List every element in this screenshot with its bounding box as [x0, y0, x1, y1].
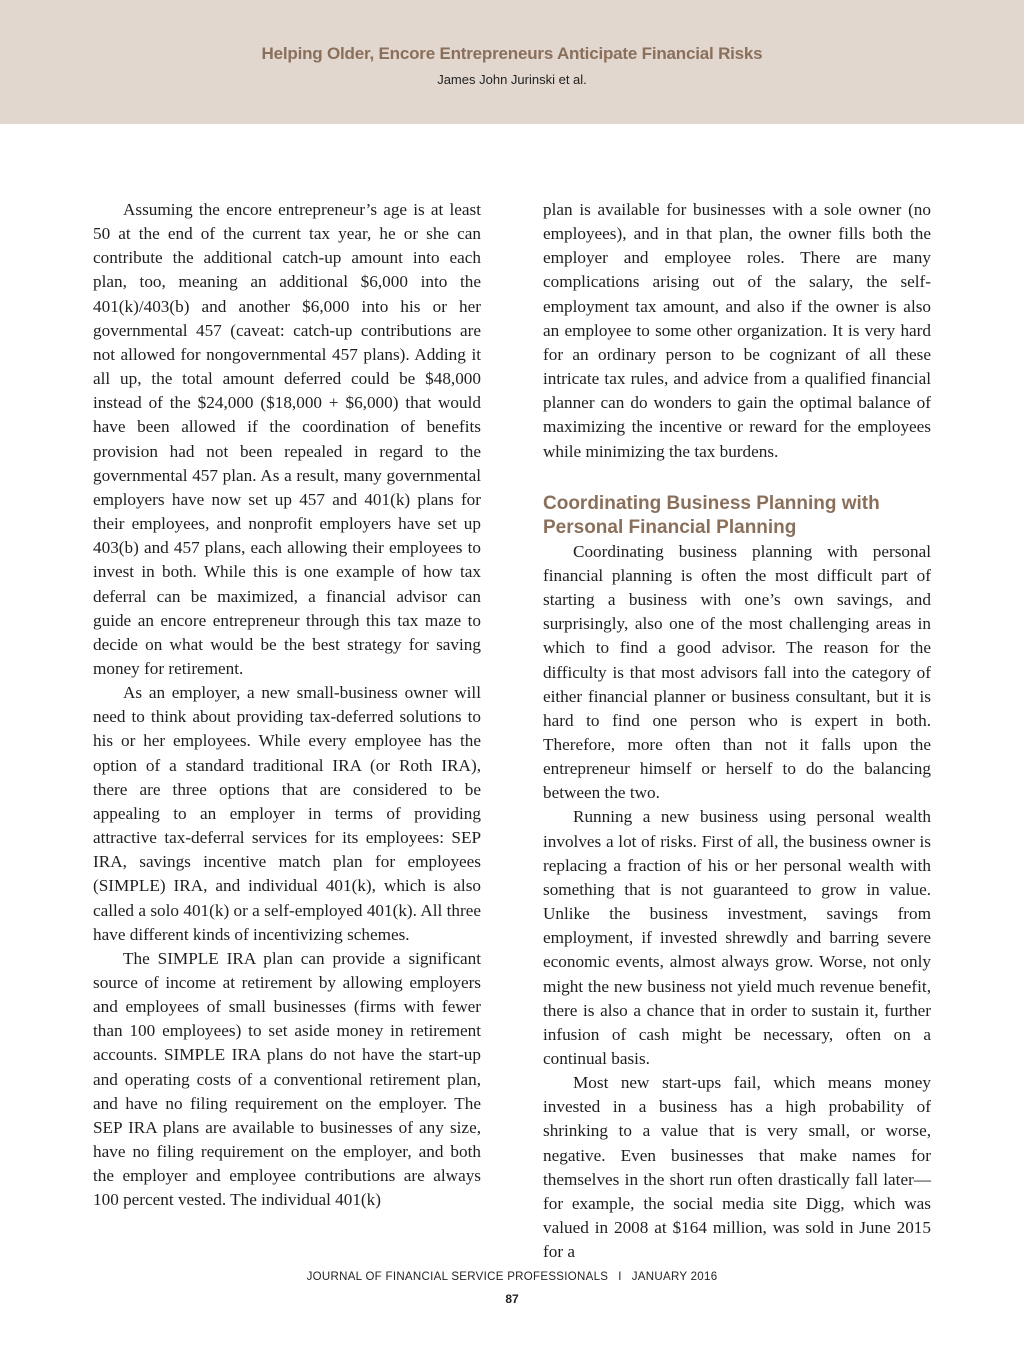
page-footer: [0, 1271, 1024, 1283]
footer-issue-date: JANUARY 2016: [631, 1271, 718, 1283]
body-paragraph: As an employer, a new small-business owner will need to think about providing tax-deferred solutions to his or her employees. While every employee has the option of a standard traditional IRA (or Roth IRA), there are three options that are considered to be appealing to an employer in terms of providing attractive tax-deferral services for its employees: SEP IRA, savings incentive match plan for employees (SIMPLE) IRA, and individual 401(k), which is also called a solo 401(k) or a self-employed 401(k). All three have different kinds of incentivizing schemes.: [93, 683, 481, 944]
body-paragraph: Coordinating business planning with personal financial planning is often the most difficult part of starting a business with one’s own savings, and surprisingly, also one of the most challenging areas in which to find a good advisor. The reason for the difficulty is that most advisors fall into the category of either financial planner or business consultant, but it is hard to find one person who is expert in both. Therefore, more often than not it falls upon the entrepreneur himself or herself to do the balancing between the two.: [543, 541, 931, 803]
continued-paragraph: plan is available for businesses with a sole owner (no employees), and in that plan, the owner fills both the employer and employee roles. There are many complications arising out of the salary, the self-employment tax amount, and also if the owner is also an employee to some other organization. It is very hard for an ordinary person to be cognizant of all these intricate tax rules, and advice from a qualified financial planner can do wonders to gain the optimal balance of maximizing the incentive or reward for the employees while minimizing the tax burdens.: [543, 200, 931, 461]
page-number: 87: [505, 1292, 519, 1306]
left-column: [93, 198, 481, 1213]
body-paragraph: The SIMPLE IRA plan can provide a significant source of income at retirement by allowing employers and employees of small businesses (firms with fewer than 100 employees) to set aside money in retirement accounts. SIMPLE IRA plans do not have the start-up and operating costs of a conventional retirement plan, and have no filing requirement on the employer. The SEP IRA plans are available to businesses of any size, have no filing requirement on the employer, and both the employer and employee contributions are always 100 percent vested. The individual 401(k): [93, 948, 481, 1210]
footer-separator: I: [618, 1271, 622, 1283]
running-header-band: [0, 0, 1024, 124]
body-paragraph: Most new start-ups fail, which means money invested in a business has a high probability of shrinking to a value that is very small, or worse, negative. Even businesses that make names for themselves in the short run often drastically fall later—for example, the social media site Digg, which was valued in 2008 at $164 million, was sold in June 2015 for a: [543, 1073, 931, 1262]
body-paragraph: Running a new business using personal wealth involves a lot of risks. First of all, the business owner is replacing a fraction of his or her personal wealth with something that is not guaranteed to grow in value. Unlike the business investment, savings from employment, if invested shrewdly and barring severe economic events, almost always grow. Worse, not only might the new business not yield much revenue benefit, there is also a chance that in order to sustain it, further infusion of cash might be necessary, often on a continual basis.: [543, 807, 931, 1068]
footer-journal-name: JOURNAL OF FINANCIAL SERVICE PROFESSIONALS: [306, 1271, 609, 1283]
running-header-author: James John Jurinski et al.: [437, 72, 587, 87]
body-paragraph: Assuming the encore entrepreneur’s age is at least 50 at the end of the current tax year, he or she can contribute the additional catch-up amount into each plan, too, meaning an additional $6,000 into the 401(k)/403(b) and another $6,000 into his or her governmental 457 (caveat: catch-up contributions are not allowed for nongovernmental 457 plans). Adding it all up, the total amount deferred could be $48,000 instead of the $24,000 ($18,000 + $6,000) that would have been allowed if the coordination of benefits provision had not been repealed in regard to the governmental 457 plan. As a result, many governmental employers have now set up 457 and 401(k) plans for their employees, and nonprofit employers have set up 403(b) and 457 plans, each allowing their employees to invest in both. While this is one example of how tax deferral can be maximized, a financial advisor can guide an encore entrepreneur through this tax maze to decide on what would be the best strategy for saving money for retirement.: [93, 200, 481, 678]
section-heading: Coordinating Business Planning with Personal Financial Planning: [543, 492, 880, 538]
right-column: [543, 198, 931, 1264]
running-header-title: Helping Older, Encore Entrepreneurs Anticipate Financial Risks: [261, 44, 763, 63]
